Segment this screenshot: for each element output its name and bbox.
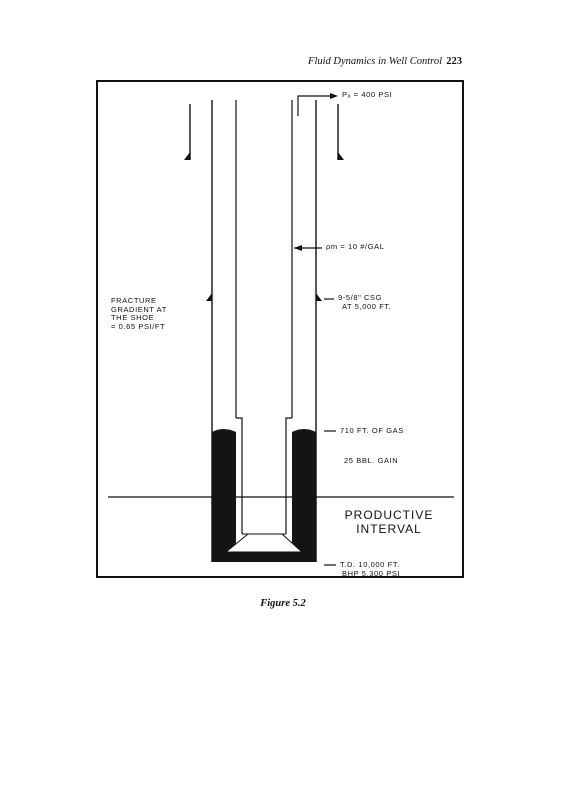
- total-depth-label: [340, 561, 400, 578]
- figure-caption: Figure 5.2: [260, 598, 306, 609]
- productive-interval-line-1: PRODUCTIVE: [344, 508, 434, 522]
- page-number: 223: [446, 56, 462, 67]
- casing-shoe-right: [316, 293, 322, 301]
- casing-label: [338, 294, 391, 311]
- drill-bit: [226, 534, 302, 552]
- fracture-gradient-line-2: GRADIENT AT: [111, 304, 167, 314]
- gas-left-annulus: [212, 429, 236, 562]
- gas-right-annulus: [292, 429, 316, 562]
- total-depth-line-1: T.D. 10,000 FT.: [340, 560, 400, 569]
- casing-label-line-1: 9-5/8" CSG: [338, 293, 383, 302]
- running-title: Fluid Dynamics in Well Control: [308, 56, 442, 67]
- productive-interval-label: [334, 508, 444, 536]
- mud-weight-label: ρm = 10 #/GAL: [326, 242, 385, 251]
- figure-frame: [96, 80, 464, 578]
- total-depth-line-2: BHP 5,300 PSI: [342, 568, 401, 578]
- fracture-gradient-line-1: FRACTURE: [111, 296, 157, 305]
- running-header: [0, 56, 566, 72]
- collar-left: [236, 418, 242, 534]
- fracture-gradient-label: [111, 297, 167, 331]
- fracture-gradient-line-3: THE SHOE: [111, 313, 155, 322]
- surface-pressure-arrowhead: [330, 93, 338, 99]
- gas-column-label: 710 FT. OF GAS: [340, 426, 404, 435]
- surface-pressure-label: Pₐ = 400 PSI: [342, 90, 393, 99]
- mud-weight-arrowhead: [294, 245, 302, 251]
- conductor-shoe-right: [338, 152, 344, 160]
- conductor-shoe-left: [184, 152, 190, 160]
- fracture-gradient-line-4: = 0.65 PSI/FT: [111, 321, 166, 331]
- collar-right: [286, 418, 292, 534]
- productive-interval-line-2: INTERVAL: [356, 522, 422, 536]
- casing-label-line-2: AT 5,000 FT.: [342, 301, 392, 311]
- hole-bottom: [212, 552, 316, 562]
- casing-shoe-left: [206, 293, 212, 301]
- surface-pressure-leader: [298, 96, 330, 116]
- gain-label: 25 BBL. GAIN: [344, 456, 399, 465]
